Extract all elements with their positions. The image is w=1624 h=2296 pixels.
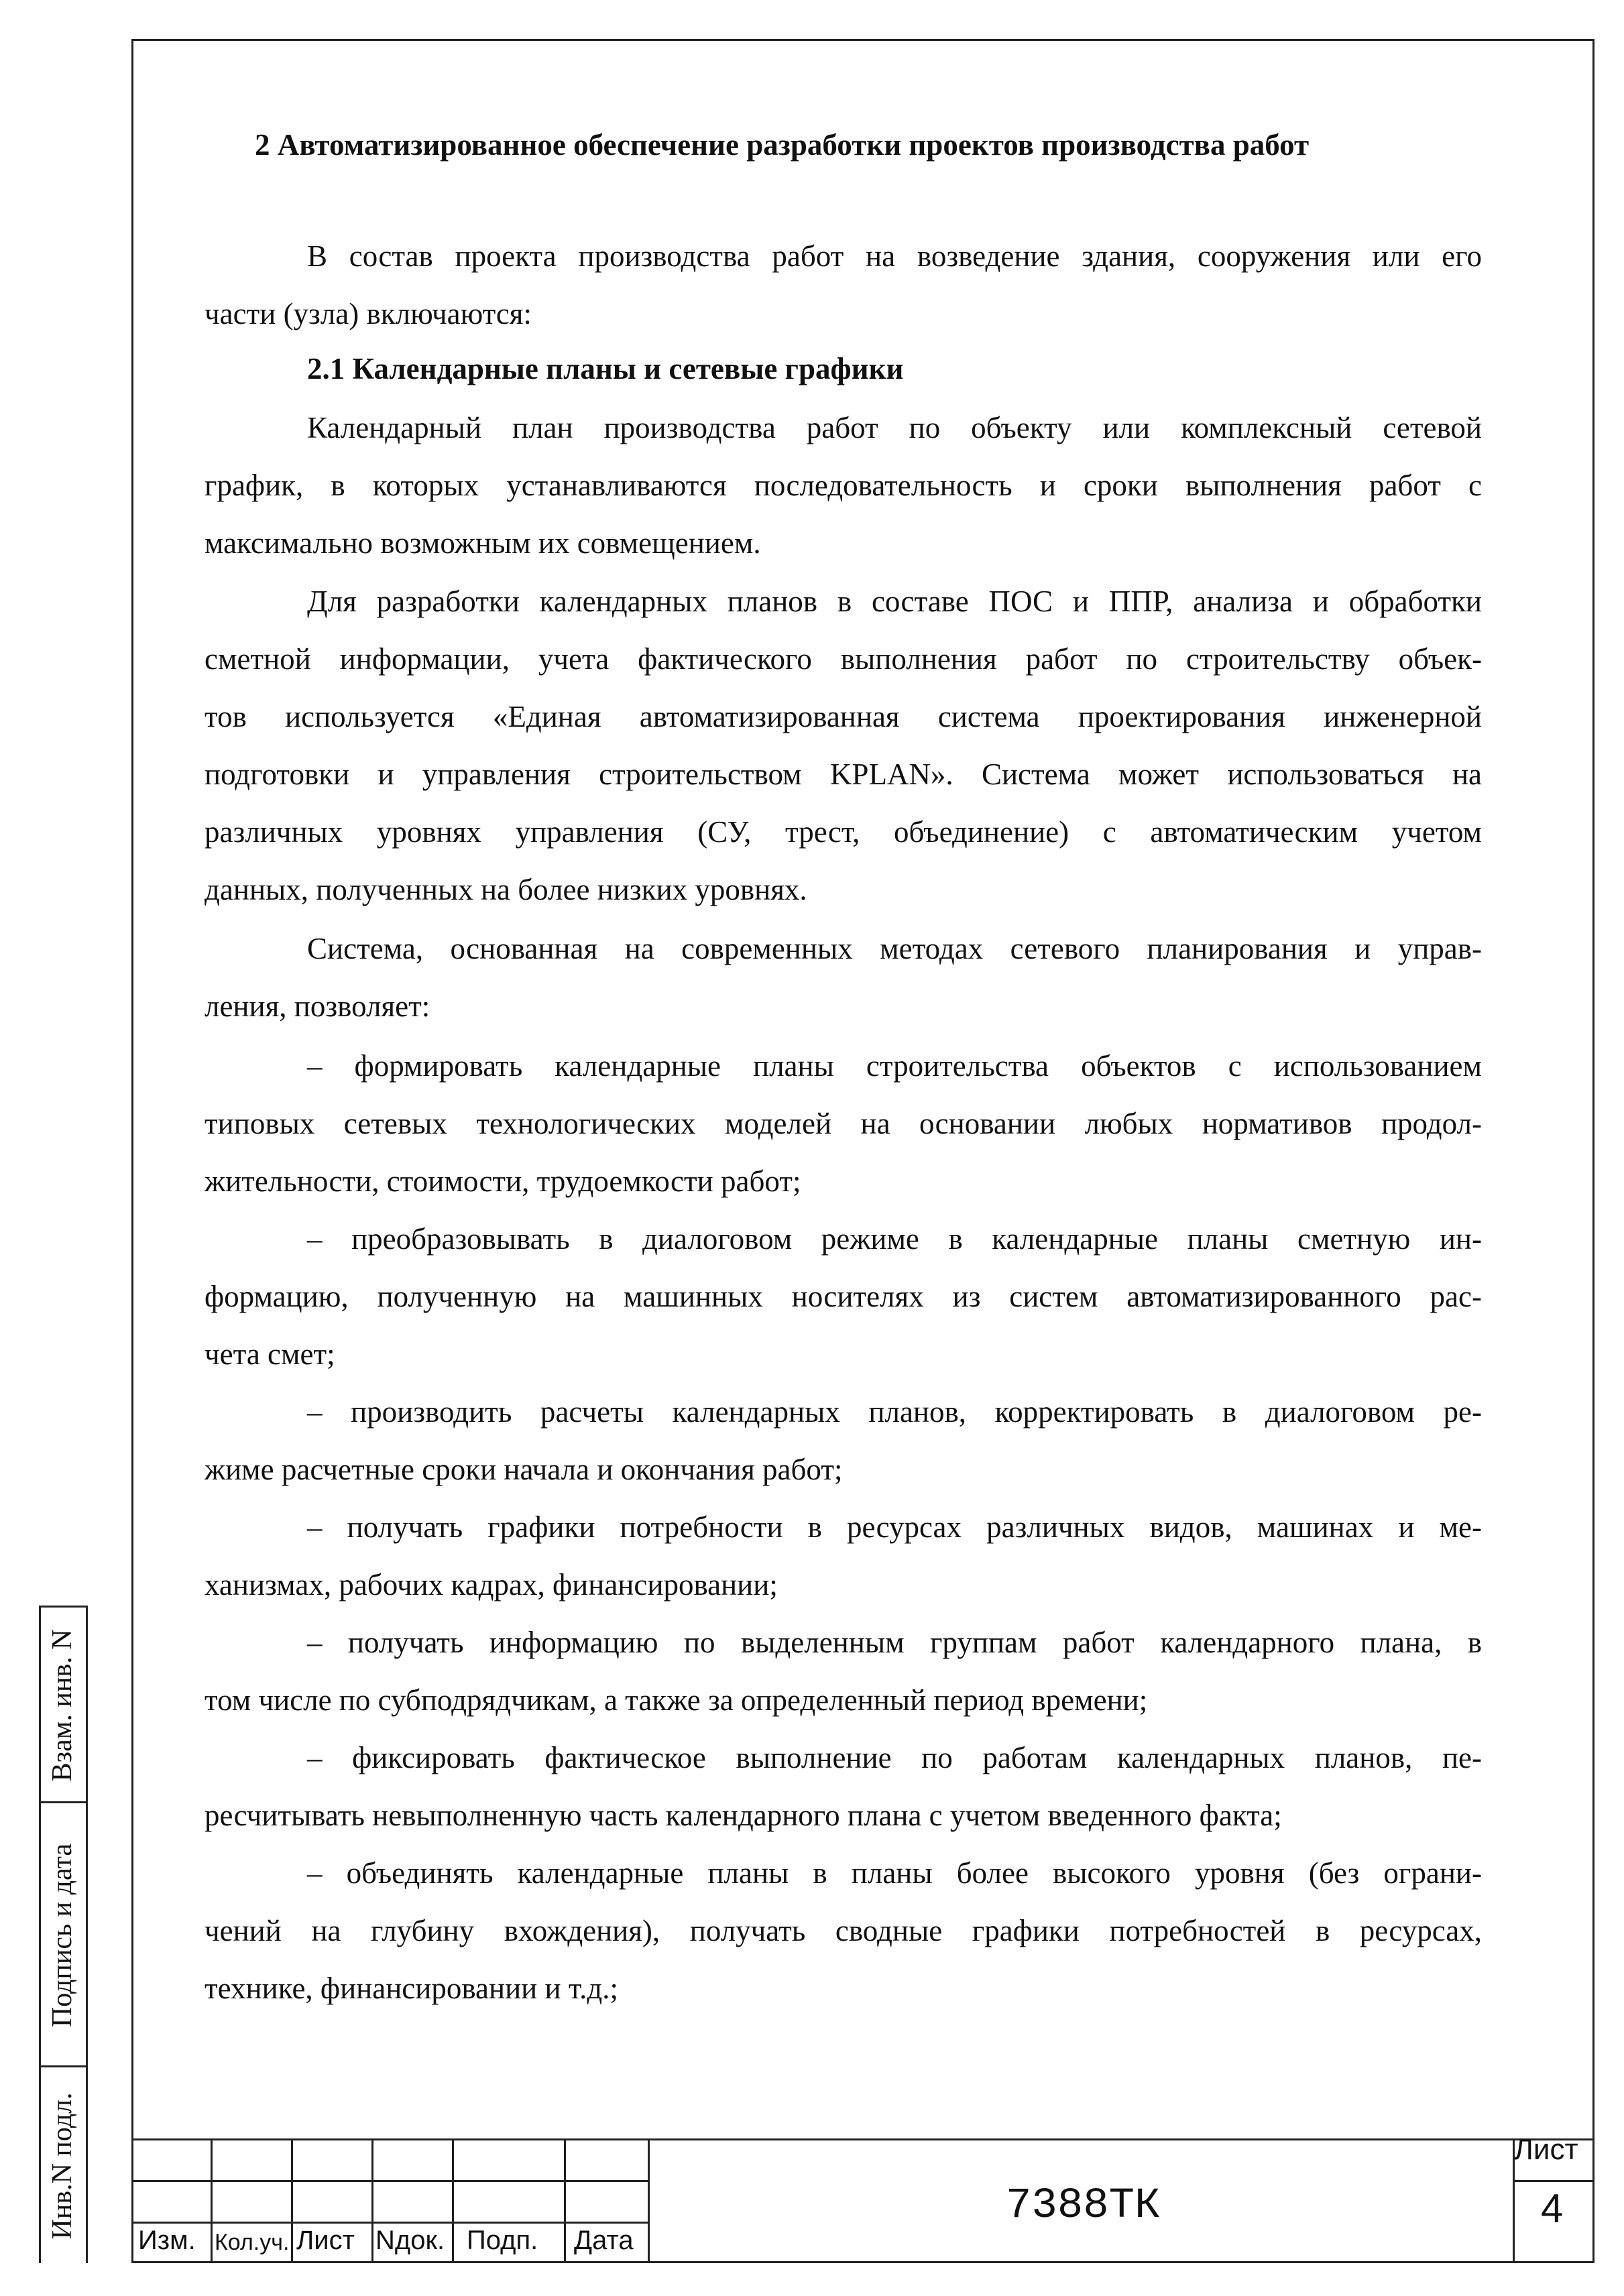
para1-line: максимально возможным их совмещением. bbox=[205, 526, 761, 560]
para1-line: график, в которых устанавливаются последовательность и сроки выполнения работ с bbox=[205, 469, 1482, 502]
bullet-line: том числе по субподрядчикам, а также за определенный период времени; bbox=[205, 1683, 1148, 1717]
bullet-line: типовых сетевых технологических моделей на основании любых нормативов продол- bbox=[205, 1107, 1482, 1140]
side-cell-inventory bbox=[39, 2065, 86, 2263]
para2-line: тов используется «Единая автоматизированная система проектирования инженерной bbox=[205, 700, 1482, 733]
subsection-heading: 2.1 Календарные планы и сетевые графики bbox=[307, 352, 904, 385]
bullet-line: ханизмах, рабочих кадрах, финансировании; bbox=[205, 1568, 778, 1602]
title-block-top-line bbox=[131, 2138, 1594, 2140]
side-cell-replacement bbox=[39, 1606, 86, 1801]
bullet-line: жительности, стоимости, трудоемкости работ; bbox=[205, 1164, 801, 1198]
para3-line: ления, позволяет: bbox=[205, 989, 430, 1023]
para2-line: Для разработки календарных планов в составе ПОС и ППР, анализа и обработки bbox=[307, 585, 1482, 618]
bullet-line: чений на глубину вхождения), получать сводные графики потребностей в ресурсах, bbox=[205, 1914, 1482, 1947]
col-label-ndok: Nдок. bbox=[375, 2226, 445, 2255]
intro-line: части (узла) включаются: bbox=[205, 297, 532, 330]
bullet-line: – получать информацию по выделенным группам работ календарного плана, в bbox=[307, 1626, 1482, 1659]
bullet-line: технике, финансировании и т.д.; bbox=[205, 1972, 618, 2005]
bullet-line: – объединять календарные планы в планы более высокого уровня (без ограни- bbox=[307, 1856, 1482, 1890]
bullet-line: – преобразовывать в диалоговом режиме в календарные планы сметную ин- bbox=[307, 1222, 1482, 1256]
para2-line: сметной информации, учета фактического выполнения работ по строительству объек- bbox=[205, 642, 1482, 676]
col-label-data: Дата bbox=[574, 2226, 634, 2255]
para2-line: данных, полученных на более низких уровнях. bbox=[205, 873, 807, 906]
bullet-line: жиме расчетные сроки начала и окончания работ; bbox=[205, 1453, 843, 1486]
side-label-replacement: Взам. инв. N bbox=[47, 1629, 78, 1782]
intro-line: В состав проекта производства работ на возведение здания, сооружения или его bbox=[307, 239, 1482, 273]
side-stamp bbox=[39, 1606, 131, 2263]
bullet-line: – фиксировать фактическое выполнение по работам календарных планов, пе- bbox=[307, 1741, 1482, 1774]
section-heading: 2 Автоматизированное обеспечение разработки проектов производства работ bbox=[255, 128, 1310, 162]
bullet-line: – производить расчеты календарных планов, корректировать в диалоговом ре- bbox=[307, 1395, 1482, 1429]
sheet-number: 4 bbox=[1541, 2186, 1564, 2231]
title-block-row-line-2 bbox=[131, 2222, 648, 2224]
para3-line: Система, основанная на современных методах сетевого планирования и управ- bbox=[307, 932, 1482, 965]
bullet-line: чета смет; bbox=[205, 1337, 335, 1371]
col-label-podp: Подп. bbox=[467, 2226, 538, 2255]
bullet-line: – формировать календарные планы строительства объектов с использованием bbox=[307, 1049, 1482, 1083]
title-block-col-line bbox=[564, 2138, 566, 2263]
title-block-sheet-line bbox=[1513, 2180, 1594, 2182]
document-code: 7388ТК bbox=[1006, 2182, 1161, 2230]
bullet-line: ресчитывать невыполненную часть календарного плана с учетом введенного факта; bbox=[205, 1799, 1282, 1832]
bullet-line: – получать графики потребности в ресурсах различных видов, машинах и ме- bbox=[307, 1510, 1482, 1544]
side-label-signature: Подпись и дата bbox=[47, 1843, 78, 2028]
title-block bbox=[131, 2138, 1594, 2263]
title-block-row-line-1 bbox=[131, 2180, 648, 2182]
side-stamp-border-inner bbox=[86, 1606, 88, 2263]
title-block-col-line bbox=[211, 2138, 213, 2263]
col-label-izm: Изм. bbox=[138, 2226, 196, 2255]
para2-line: различных уровнях управления (СУ, трест, объединение) с автоматическим учетом bbox=[205, 815, 1482, 849]
side-cell-signature bbox=[39, 1801, 86, 2065]
col-label-list: Лист bbox=[296, 2226, 355, 2255]
title-block-col-line bbox=[291, 2138, 293, 2263]
bullet-line: формацию, полученную на машинных носителях из систем автоматизированного рас- bbox=[205, 1280, 1482, 1313]
side-label-inventory: Инв.N подл. bbox=[47, 2092, 78, 2240]
title-block-col-line bbox=[371, 2138, 373, 2263]
sheet-label: Лист bbox=[1514, 2133, 1578, 2166]
title-block-col-line bbox=[648, 2138, 650, 2263]
para2-line: подготовки и управления строительством KPLAN». Система может использоваться на bbox=[205, 758, 1482, 791]
title-block-col-line bbox=[452, 2138, 454, 2263]
para1-line: Календарный план производства работ по объекту или комплексный сетевой bbox=[307, 411, 1482, 444]
col-label-kolvo: Кол.уч. bbox=[215, 2230, 290, 2255]
